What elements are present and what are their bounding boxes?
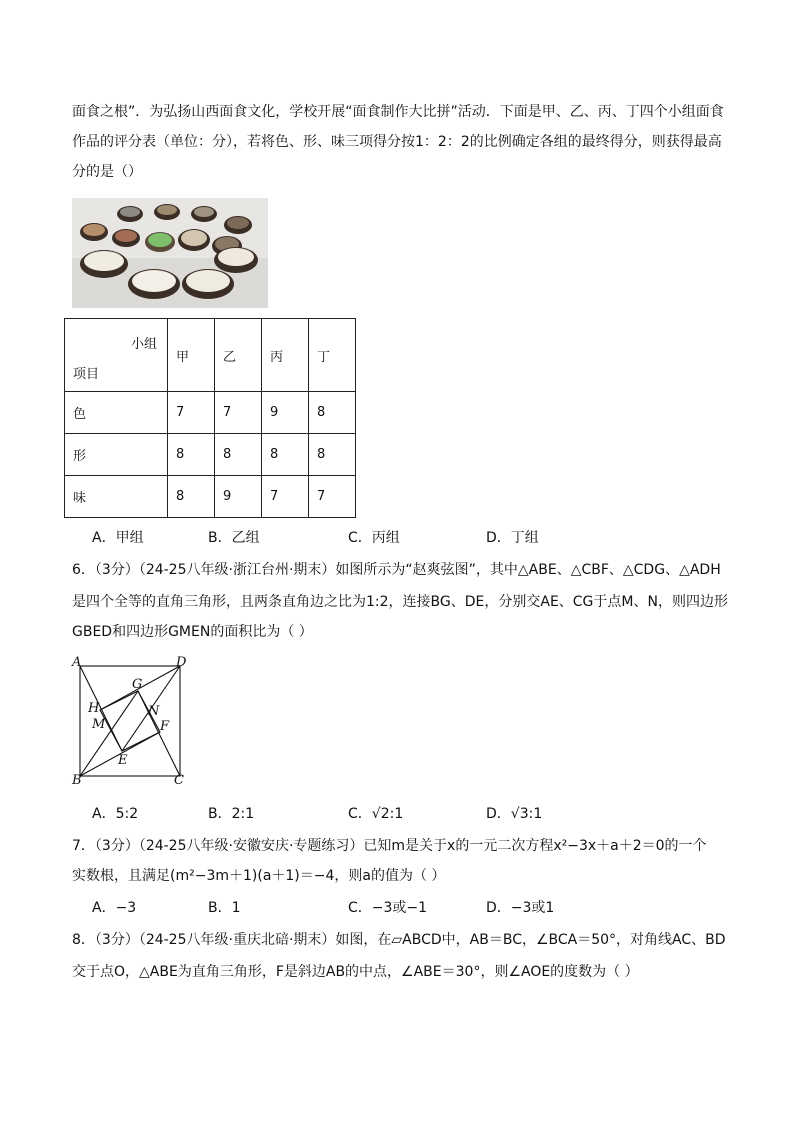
zhao-shuang-figure — [70, 654, 194, 786]
label-f: F — [160, 719, 170, 734]
label-h: H — [88, 701, 100, 716]
column-header: 甲 — [168, 319, 215, 392]
q5-option-a: A．甲组 — [92, 530, 144, 546]
q8-text-line2: 交于点O，△ABE为直角三角形，F是斜边AB的中点，∠ABE＝30°，则∠AOE的度数为（ ） — [72, 964, 639, 980]
label-c: C — [174, 773, 184, 786]
table-cell: 7 — [215, 392, 262, 434]
column-header: 丁 — [309, 319, 356, 392]
table-row — [65, 392, 356, 434]
q6-text-line3: GBED和四边形GMEN的面积比为（ ） — [72, 624, 313, 640]
q6-option-a: A．5:2 — [92, 806, 139, 822]
q6-option-c: C．√2:1 — [348, 806, 404, 822]
table-header-cell — [65, 319, 168, 392]
label-g: G — [132, 677, 143, 692]
q7-text-line2: 实数根，且满足(m²−3m＋1)(a＋1)＝−4，则a的值为（ ） — [72, 868, 446, 884]
q7-option-d: D．−3或1 — [486, 900, 555, 916]
noodle-photo — [72, 198, 268, 308]
q5-text-line2: 作品的评分表（单位：分），若将色、形、味三项得分按1：2：2的比例确定各组的最终得分，则获得最高 — [72, 134, 722, 150]
table-row — [65, 476, 356, 518]
row-label: 色 — [65, 392, 168, 434]
q8-text-line1: 8．（3分）（24-25八年级·重庆北碚·期末）如图，在▱ABCD中，AB＝BC，∠BCA＝50°，对角线AC、BD — [72, 932, 726, 948]
label-b: B — [72, 773, 82, 786]
q7-option-c: C．−3或−1 — [348, 900, 428, 916]
table-row — [65, 434, 356, 476]
column-header: 丙 — [262, 319, 309, 392]
q5-option-c: C．丙组 — [348, 530, 400, 546]
row-label: 形 — [65, 434, 168, 476]
label-a: A — [72, 655, 82, 670]
table-cell: 9 — [262, 392, 309, 434]
table-cell: 8 — [168, 434, 215, 476]
column-header: 乙 — [215, 319, 262, 392]
table-cell: 9 — [215, 476, 262, 518]
q7-option-a: A．−3 — [92, 900, 137, 916]
q7-text-line1: 7．（3分）（24-25八年级·安徽安庆·专题练习）已知m是关于x的一元二次方程x²−3x＋a＋2＝0的一个 — [72, 838, 707, 854]
label-d: D — [176, 655, 187, 670]
q6-text-line2: 是四个全等的直角三角形，且两条直角边之比为1:2，连接BG、DE，分别交AE、CG于点M、N，则四边形 — [72, 594, 728, 610]
label-e: E — [118, 753, 128, 768]
table-cell: 8 — [215, 434, 262, 476]
table-cell: 8 — [309, 434, 356, 476]
q6-option-b: B．2:1 — [208, 806, 255, 822]
table-cell: 8 — [309, 392, 356, 434]
q6-option-d: D．√3:1 — [486, 806, 543, 822]
header-group-label: 小组 — [130, 337, 157, 352]
q6-text-line1: 6．（3分）（24-25八年级·浙江台州·期末）如图所示为“赵爽弦图”，其中△ABE、△CBF、△CDG、△ADH — [72, 562, 721, 578]
q5-text-line3: 分的是（） — [72, 164, 142, 180]
table-cell: 8 — [168, 476, 215, 518]
table-cell: 7 — [262, 476, 309, 518]
q5-text-line1: 面食之根”．为弘扬山西面食文化，学校开展“面食制作大比拼”活动．下面是甲、乙、丙、丁四个小组面食 — [72, 104, 724, 120]
score-table — [64, 318, 356, 518]
table-cell: 7 — [168, 392, 215, 434]
q5-option-d: D．丁组 — [486, 530, 539, 546]
label-m: M — [92, 717, 106, 732]
table-cell: 7 — [309, 476, 356, 518]
label-n: N — [148, 704, 160, 719]
row-label: 味 — [65, 476, 168, 518]
q7-option-b: B．1 — [208, 900, 241, 916]
header-item-label: 项目 — [73, 367, 100, 382]
table-cell: 8 — [262, 434, 309, 476]
q5-option-b: B．乙组 — [208, 530, 260, 546]
